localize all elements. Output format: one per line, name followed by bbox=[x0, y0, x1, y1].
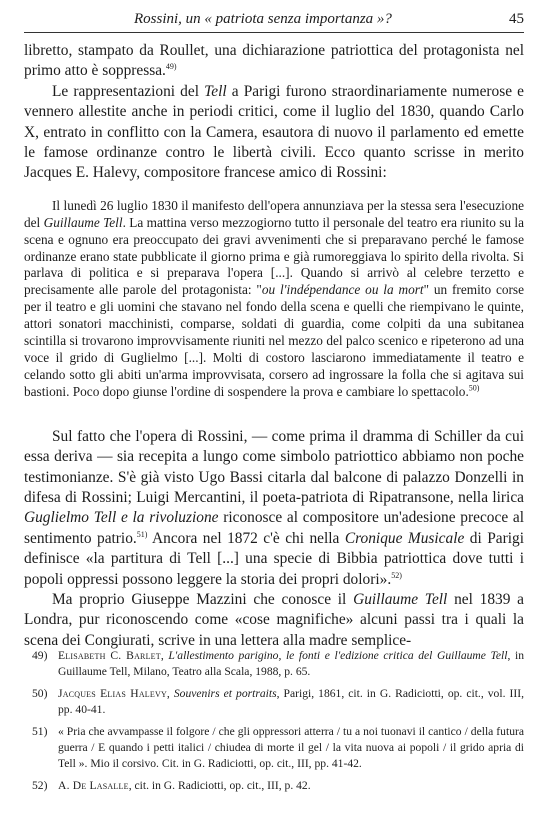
text-run: , bbox=[166, 687, 174, 700]
footnote-number: 52) bbox=[32, 779, 48, 792]
running-header bbox=[24, 10, 524, 33]
running-title: Rossini, un « patriota senza importanza »? bbox=[134, 11, 392, 27]
footnote bbox=[24, 686, 524, 718]
italic-title: Guglielmo Tell e la rivoluzione bbox=[24, 509, 219, 527]
page-number: 45 bbox=[509, 11, 524, 27]
footnote-author: A. De Lasalle bbox=[58, 779, 129, 792]
footnote-title: L'allestimento parigino, le fonti e l'edizione critica del Guillaume Tell bbox=[168, 649, 508, 662]
text-run: Sul fatto che l'opera di Rossini, — come prima il dramma di Schiller da cui essa deriva — sia recepita a lungo come simbolo patriottico abbiamo non poche testimonianze. S'è già visto Ugo Bassi citarla dal balcone di palazzo Donzelli in difesa di Rossini; Luigi Mercantini, il poeta-patriota di Ripatransone, nella lirica bbox=[24, 427, 524, 506]
footnote-number: 51) bbox=[32, 725, 48, 738]
text-run: nel 1839 a Londra, pur riconoscendo come «cose magnifiche» alcuni passi tra i quali la scena dei Congiurati, scrive in una lettera alla madre semplice- bbox=[24, 590, 524, 649]
paragraph bbox=[24, 427, 524, 590]
italic-title: Cronique Musicale bbox=[344, 529, 465, 547]
footnote-text: , Parigi, 1861, cit. in G. Radiciotti, op. cit., vol. III, pp. 40-41. bbox=[58, 687, 524, 716]
footnotes bbox=[24, 648, 524, 800]
text-run: Le rappresentazioni del bbox=[52, 82, 205, 100]
text-run: libretto, stampato da Roullet, una dichiarazione patriottica del protagonista nel primo atto è soppressa. bbox=[24, 42, 524, 80]
italic-phrase: ou l'indépendance ou la mort bbox=[261, 282, 424, 298]
paragraph bbox=[24, 41, 524, 82]
footnote bbox=[24, 724, 524, 772]
text-run: Ma proprio Giuseppe Mazzini che conosce il bbox=[52, 590, 354, 608]
quote-paragraph bbox=[24, 198, 524, 401]
main-text-continued bbox=[24, 427, 524, 651]
text-run: Ancora nel 1872 c'è chi nella bbox=[147, 529, 345, 547]
footnote-ref: 49) bbox=[165, 62, 177, 72]
text-run: . La mattina verso mezzogiorno tutto il personale del teatro era riunito su la scena e ognuno era preoccupato dei gravi avvenimenti che si preparavano perché le famose ordinanze erano state pubblicate il giorno prima e già rumoreggiava lo spirito della rivolta. Si parlava di politica e si preparava l'opera [...]. Quando si arrivò al celebre terzetto e precisamente alle parole del protagonista: " bbox=[24, 214, 524, 298]
footnote-title: Souvenirs et portraits bbox=[173, 687, 277, 700]
footnote-text: cit. in G. Radiciotti, op. cit., III, p. 42. bbox=[134, 779, 311, 792]
footnote-text: , in Guillaume Tell, Milano, Teatro alla Scala, 1988, p. 65. bbox=[58, 649, 524, 678]
footnote-ref: 51) bbox=[136, 529, 148, 539]
footnote bbox=[24, 648, 524, 680]
main-text bbox=[24, 41, 524, 184]
footnote-author: Jacques Elias Halevy bbox=[58, 687, 167, 700]
footnote bbox=[24, 778, 524, 794]
text-run: , bbox=[160, 649, 169, 662]
paragraph bbox=[24, 590, 524, 651]
footnote-ref: 52) bbox=[391, 570, 402, 580]
book-page bbox=[24, 10, 525, 792]
footnote-author: Elisabeth C. Barlet bbox=[58, 649, 161, 662]
italic-title: Guillaume Tell bbox=[353, 590, 448, 608]
text-run: , bbox=[128, 779, 135, 792]
italic-title: Guillaume Tell bbox=[43, 214, 123, 230]
text-run: a Parigi furono straordinariamente numerose e vennero allestite anche in periodi critici, come il luglio del 1830, quando Carlo X, entrato in conflitto con la Camera, esautora di nuovo il parlamento ed emette le famose ordinanze contro le libertà civili. Ecco quanto scrisse in merito Jacques E. Halevy, compositore francese amico di Rossini: bbox=[24, 82, 524, 182]
paragraph bbox=[24, 82, 524, 184]
footnote-text: « Pria che avvampasse il folgore / che gli oppressori atterra / tu a noi tuonavi il cantico / della futura guerra / E quando i petti italici / chiudea di morte il gel / la vita nuova ai popoli / il grido apria di Tell ». Mio il corsivo. Cit. in G. Radiciotti, op. cit., III, pp. 41-42. bbox=[58, 725, 524, 770]
text-run: " un fremito corse per il teatro e gli uomini che stavano nel fondo della scena e quelli che riempivano le quinte, attori sonatori macchinisti, comparse, soldati di guardia, come colpiti da una subitanea scintilla si trovarono improvvisamente riuniti nel mezzo del palco scenico e ripeterono ad una voce il grido di Guglielmo [...]. Molti di costoro lasciarono immediatamente il teatro e celando sotto gli abiti un'arma improvvisata, corsero ad ingrossare la folla che si agitava sui bastioni. Poco dopo giunse l'ordine di sospendere la prova e cambiare lo spettacolo. bbox=[24, 282, 525, 399]
text-run: Il lunedì 26 luglio 1830 il manifesto dell'opera annunziava per la stessa sera l'esecuzione del bbox=[24, 197, 524, 230]
italic-title: Tell bbox=[204, 82, 227, 100]
text-run: riconosce al compositore un'adesione precoce al sentimento patrio. bbox=[24, 509, 524, 547]
block-quote bbox=[24, 198, 524, 401]
spacer bbox=[24, 401, 524, 427]
text-run: di Parigi definisce «la partitura di Tell [...] una specie di Bibbia patriottica dove tutti i popoli oppressi possono leggere la storia dei propri dolori». bbox=[24, 529, 524, 588]
footnote-number: 50) bbox=[32, 687, 48, 700]
footnote-ref: 50) bbox=[468, 383, 480, 393]
footnote-number: 49) bbox=[32, 649, 48, 662]
